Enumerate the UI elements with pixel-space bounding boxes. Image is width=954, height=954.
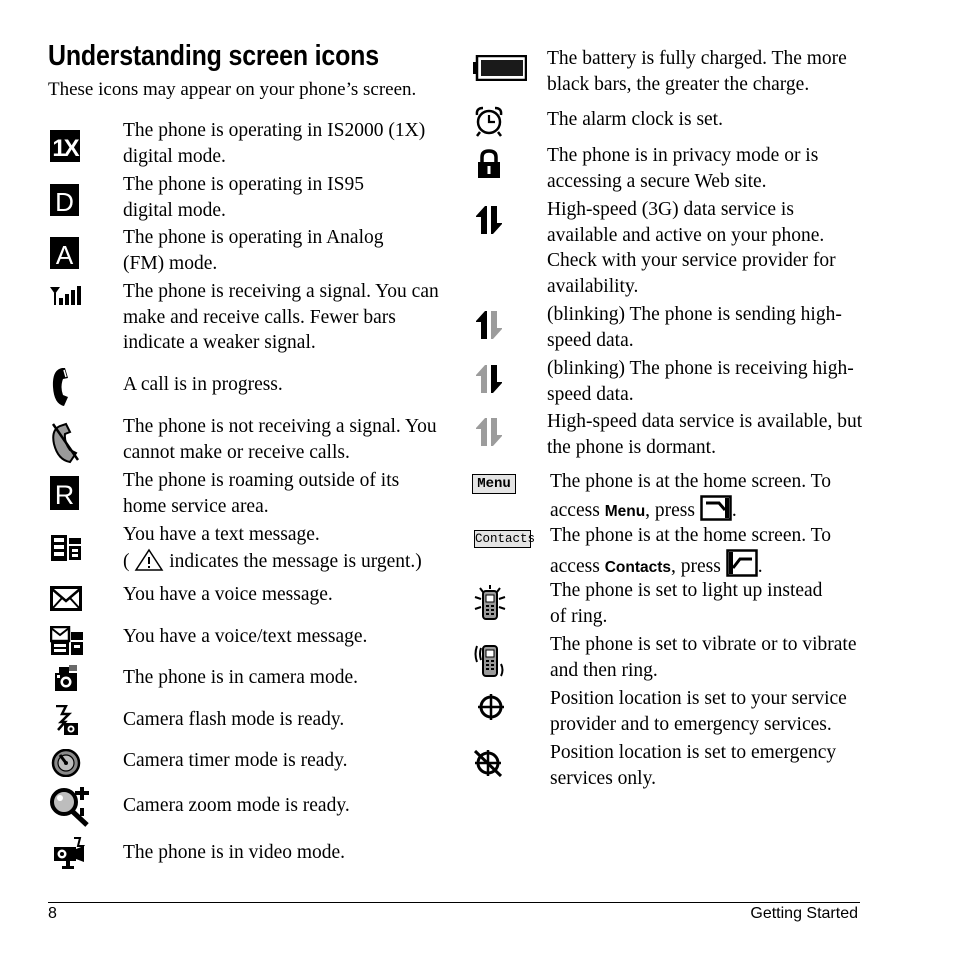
camera-mode-icon	[52, 663, 80, 698]
contacts-label-icon: Contacts	[475, 532, 536, 546]
voice-text-message-icon	[50, 626, 84, 661]
digital-mode-icon	[50, 184, 79, 221]
battery-full-icon	[473, 55, 527, 86]
section-name: Getting Started	[750, 905, 858, 922]
high-speed-data-dormant-icon	[474, 417, 504, 452]
high-speed-data-sending-icon	[474, 310, 504, 345]
light-up-icon	[473, 585, 507, 626]
urgent-warning-icon	[134, 548, 164, 572]
roaming-icon	[50, 476, 79, 515]
svg-text:A: A	[55, 240, 74, 269]
text-message-icon	[50, 534, 82, 569]
vibrate-icon	[473, 638, 505, 685]
left-softkey-icon	[700, 495, 732, 521]
svg-text:R: R	[54, 480, 75, 510]
privacy-lock-icon	[476, 149, 502, 184]
1x-mode-icon	[50, 130, 80, 167]
voice-message-icon	[50, 586, 82, 617]
camera-flash-icon	[52, 705, 82, 744]
svg-text:D: D	[55, 187, 74, 216]
signal-strength-icon	[50, 285, 82, 310]
alarm-clock-icon	[474, 106, 504, 143]
page-title: Understanding screen icons	[48, 40, 379, 72]
location-on-icon	[477, 693, 505, 726]
right-softkey-icon	[726, 549, 758, 577]
high-speed-data-active-icon	[474, 205, 504, 240]
intro-text: These icons may appear on your phone’s screen.	[48, 79, 417, 100]
location-emergency-icon	[473, 748, 503, 783]
footer-rule	[48, 902, 860, 903]
call-in-progress-icon	[50, 366, 72, 413]
menu-label-icon: Menu	[472, 474, 516, 494]
page-number: 8	[48, 905, 57, 922]
video-mode-icon	[52, 836, 86, 875]
camera-timer-icon	[51, 749, 81, 782]
analog-mode-icon	[50, 237, 79, 274]
svg-text:1X: 1X	[52, 135, 78, 162]
high-speed-data-receiving-icon	[474, 364, 504, 399]
camera-zoom-icon	[49, 787, 91, 832]
no-signal-icon	[50, 420, 82, 469]
